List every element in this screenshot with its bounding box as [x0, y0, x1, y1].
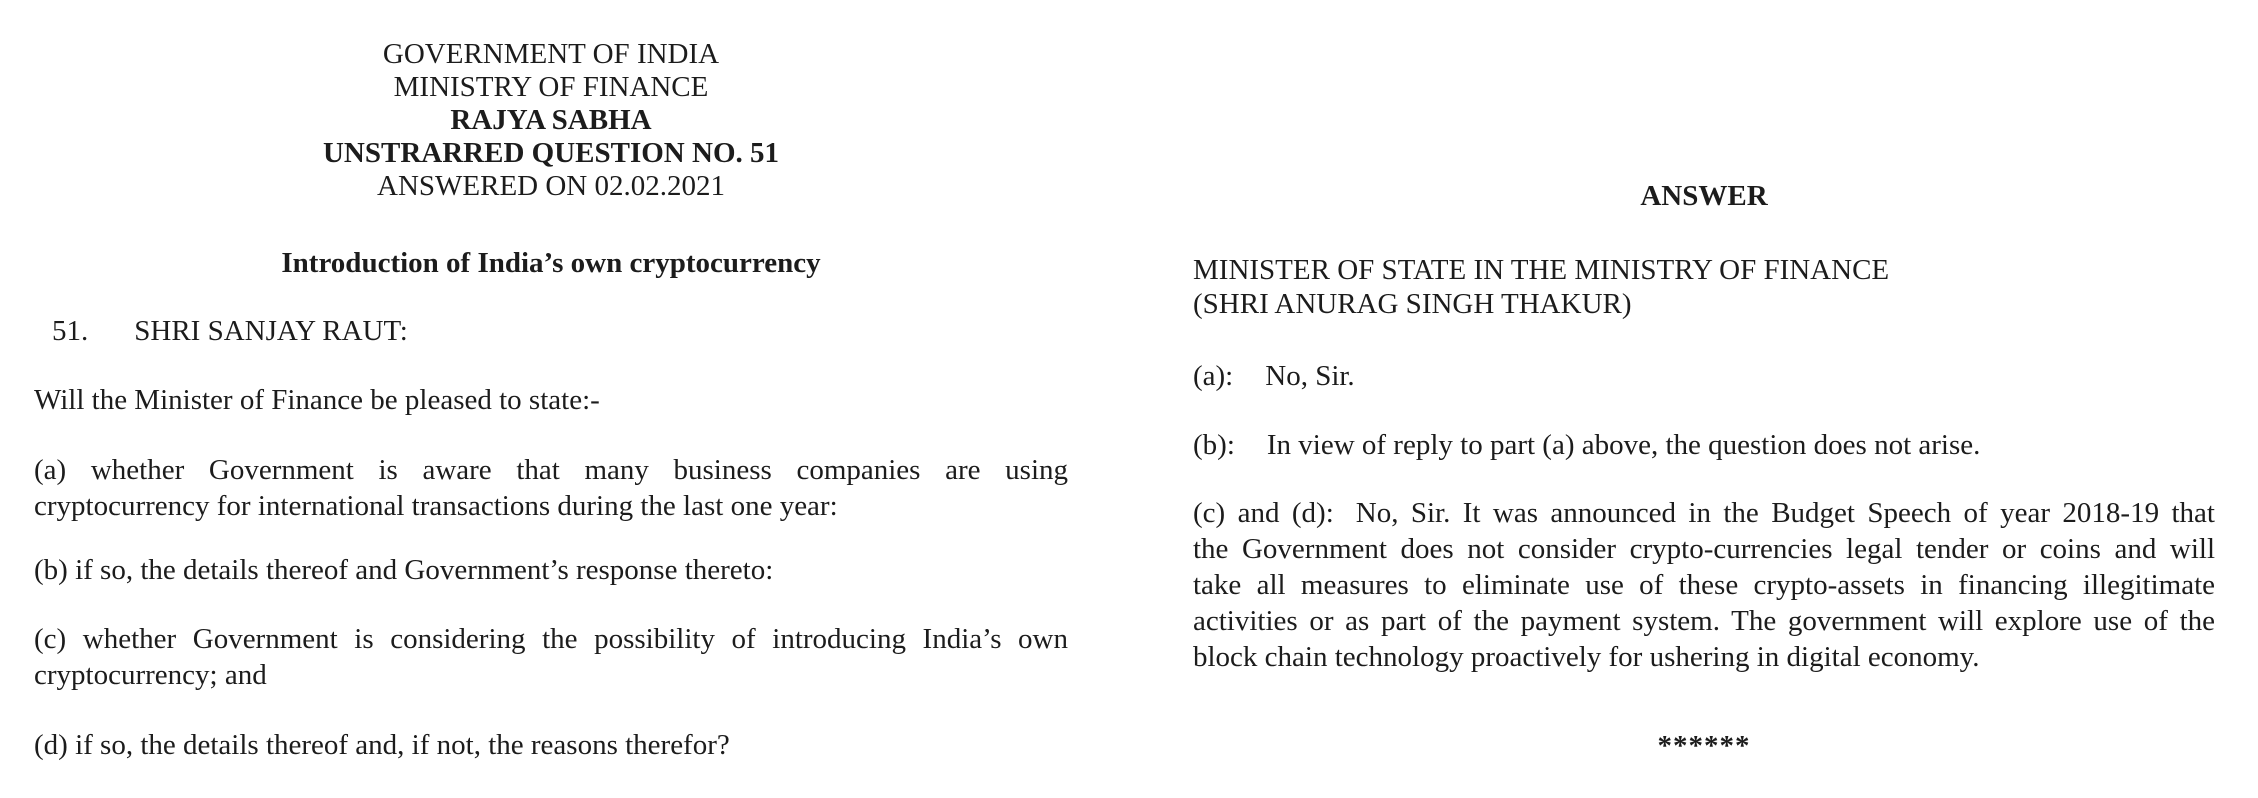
minister-block — [1193, 253, 2215, 321]
end-of-document-marker: ****** — [1657, 730, 1751, 762]
question-part-b: (b) if so, the details thereof and Government’s response thereto: — [34, 554, 774, 586]
minister-designation: MINISTER OF STATE IN THE MINISTRY OF FINANCE — [1193, 254, 1890, 286]
document-header — [34, 38, 1068, 203]
question-number: 51. — [52, 315, 89, 347]
member-name: SHRI SANJAY RAUT: — [134, 315, 408, 347]
answer-a-text: No, Sir. — [1265, 360, 1355, 392]
part-cd-line-1 — [1193, 495, 2215, 531]
header-ministry: MINISTRY OF FINANCE — [393, 71, 709, 103]
question-part-d: (d) if so, the details thereof and, if not, the reasons therefor? — [34, 729, 730, 761]
part-cd-line-5: block chain technology proactively for ushering in digital economy. — [1193, 641, 1980, 673]
part-c-line-2: cryptocurrency; and — [34, 659, 267, 691]
question-part-a — [34, 452, 1068, 524]
question-page — [34, 0, 1068, 763]
answer-cd-first-line-text: No, Sir. It was announced in the Budget Speech of year 2018-19 that — [1355, 497, 2215, 529]
minister-name: (SHRI ANURAG SINGH THAKUR) — [1193, 288, 1632, 320]
answer-page — [1193, 0, 2215, 764]
question-title: Introduction of India’s own cryptocurrency — [281, 247, 821, 279]
header-government: GOVERNMENT OF INDIA — [382, 38, 720, 70]
part-cd-line-2: the Government does not consider crypto-currencies legal tender or coins and will — [1193, 533, 2215, 565]
part-a-line-1: (a) whether Government is aware that many business companies are using — [34, 454, 1068, 486]
header-question-number-line: UNSTRARRED QUESTION NO. 51 — [322, 137, 779, 169]
answer-part-cd — [1193, 495, 2215, 675]
header-house: RAJYA SABHA — [450, 104, 652, 136]
header-answered-on: ANSWERED ON 02.02.2021 — [377, 170, 725, 202]
answer-cd-label: (c) and (d): — [1193, 497, 1334, 529]
part-cd-line-4: activities or as part of the payment system. The government will explore use of the — [1193, 605, 2215, 637]
part-cd-line-3: take all measures to eliminate use of these crypto-assets in financing illegitimate — [1193, 569, 2215, 601]
answer-a-label: (a): — [1193, 360, 1234, 392]
part-a-line-2: cryptocurrency for international transactions during the last one year: — [34, 490, 838, 522]
question-intro: Will the Minister of Finance be pleased to state:- — [34, 384, 600, 416]
answer-heading: ANSWER — [1640, 180, 1768, 212]
answer-b-label: (b): — [1193, 429, 1235, 461]
part-c-line-1: (c) whether Government is considering the possibility of introducing India’s own — [34, 623, 1068, 655]
question-number-line — [34, 313, 1068, 349]
answer-part-b — [1193, 427, 2215, 463]
answer-part-a — [1193, 358, 2215, 394]
answer-b-text: In view of reply to part (a) above, the question does not arise. — [1266, 429, 1981, 461]
question-part-c — [34, 621, 1068, 693]
